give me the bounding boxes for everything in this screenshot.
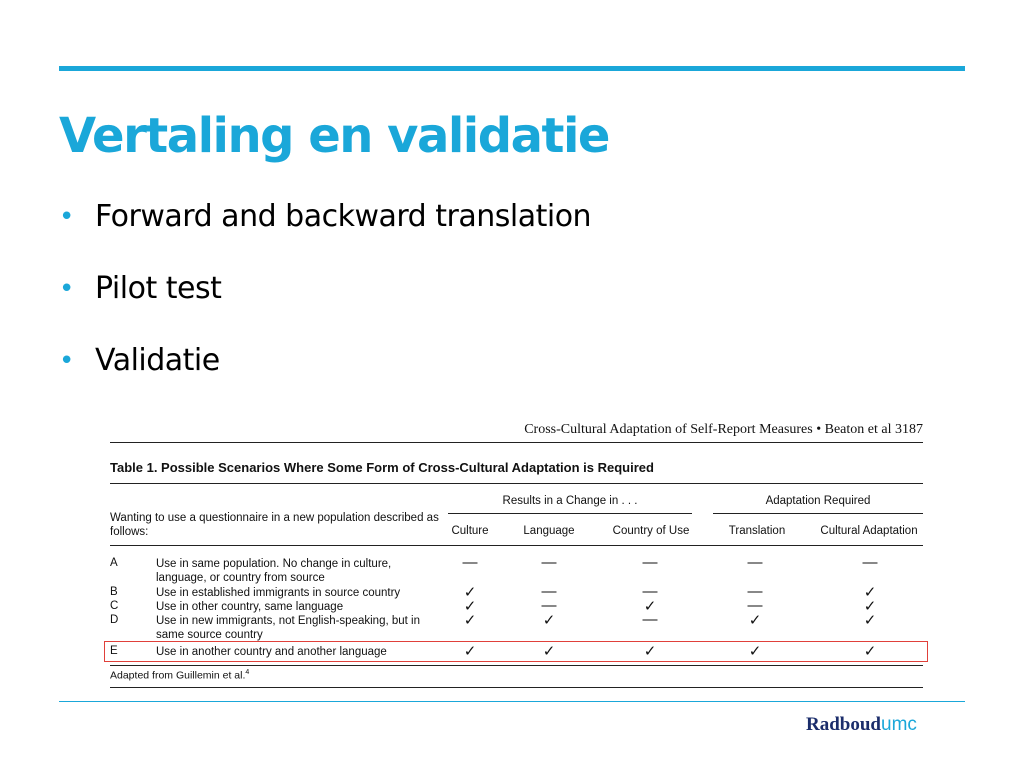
row-description: Use in other country, same language xyxy=(156,601,344,613)
table-footnote xyxy=(110,669,249,682)
bullet-item xyxy=(59,264,591,314)
cell-language: ✓ xyxy=(542,643,556,660)
cell-translation: ✓ xyxy=(748,643,762,660)
cell-translation: — xyxy=(747,583,763,600)
column-header-language: Language xyxy=(523,525,575,537)
table-top-rule xyxy=(110,442,923,443)
cell-country: ✓ xyxy=(643,643,657,660)
table-caption: Table 1. Possible Scenarios Where Some Form of Cross-Cultural Adaptation is Required xyxy=(110,460,654,475)
row-id: B xyxy=(110,586,118,598)
table-bottom-rule xyxy=(110,665,923,666)
group-header-results: Results in a Change in . . . xyxy=(502,495,638,507)
scenario-table-image xyxy=(110,419,923,691)
bullet-icon: • xyxy=(59,202,74,232)
row-id: C xyxy=(110,600,119,612)
cell-translation: ✓ xyxy=(748,612,762,629)
cell-cultural-adaptation: ✓ xyxy=(863,612,877,629)
top-accent-rule xyxy=(59,66,965,71)
bullet-icon: • xyxy=(59,346,74,376)
column-header-cultural-adaptation: Cultural Adaptation xyxy=(820,525,918,537)
column-header-country-of-use: Country of Use xyxy=(612,525,690,537)
footnote-text: Adapted from Guillemin et al. xyxy=(110,669,246,682)
cell-language: — xyxy=(541,597,557,614)
footnote-rule xyxy=(110,687,923,688)
cell-country: — xyxy=(642,554,658,571)
group-header-adaptation: Adaptation Required xyxy=(765,495,871,507)
cell-country: — xyxy=(642,583,658,600)
row-id: A xyxy=(110,557,118,569)
cell-culture: ✓ xyxy=(463,598,477,615)
bullet-item xyxy=(59,336,591,386)
group-rule-results xyxy=(448,513,692,514)
cell-culture: — xyxy=(462,554,478,571)
footnote-ref: 4 xyxy=(245,669,250,676)
row-description: Use in same population. No change in culture, language, or country from source xyxy=(156,558,392,584)
bottom-accent-rule xyxy=(59,701,965,702)
cell-language: — xyxy=(541,583,557,600)
row-description: Use in new immigrants, not English-speaking, but in same source country xyxy=(156,615,420,641)
row-description: Use in another country and another language xyxy=(156,646,387,658)
column-header-culture: Culture xyxy=(451,525,489,537)
group-rule-adaptation xyxy=(713,513,923,514)
slide-title: Vertaling en validatie xyxy=(59,108,609,164)
logo-text-radboud: Radboud xyxy=(806,714,881,735)
bullet-icon: • xyxy=(59,274,74,304)
cell-country: — xyxy=(642,611,658,628)
cell-language: — xyxy=(541,554,557,571)
row-id: E xyxy=(110,645,118,657)
cell-country: ✓ xyxy=(643,598,657,615)
cell-culture: ✓ xyxy=(463,643,477,660)
bullet-list xyxy=(59,192,591,408)
cell-cultural-adaptation: ✓ xyxy=(863,598,877,615)
cell-translation: — xyxy=(747,597,763,614)
column-header-rule xyxy=(110,545,923,546)
bullet-item xyxy=(59,192,591,242)
cell-culture: ✓ xyxy=(463,584,477,601)
caption-rule xyxy=(110,483,923,484)
running-header: Cross-Cultural Adaptation of Self-Report Measures • Beaton et al 3187 xyxy=(524,422,923,437)
cell-translation: — xyxy=(747,554,763,571)
cell-cultural-adaptation: ✓ xyxy=(863,643,877,660)
table-intro-text: Wanting to use a questionnaire in a new population described as follows: xyxy=(110,512,439,538)
row-description: Use in established immigrants in source country xyxy=(156,587,401,599)
radboudumc-logo xyxy=(806,714,917,736)
cell-cultural-adaptation: ✓ xyxy=(863,584,877,601)
column-header-translation: Translation xyxy=(728,525,786,537)
logo-text-umc: umc xyxy=(881,714,917,735)
cell-cultural-adaptation: — xyxy=(862,554,878,571)
bullet-text: Validatie xyxy=(95,343,220,378)
bullet-text: Forward and backward translation xyxy=(95,199,592,234)
cell-language: ✓ xyxy=(542,612,556,629)
row-id: D xyxy=(110,614,119,626)
bullet-text: Pilot test xyxy=(95,271,222,306)
cell-culture: ✓ xyxy=(463,612,477,629)
